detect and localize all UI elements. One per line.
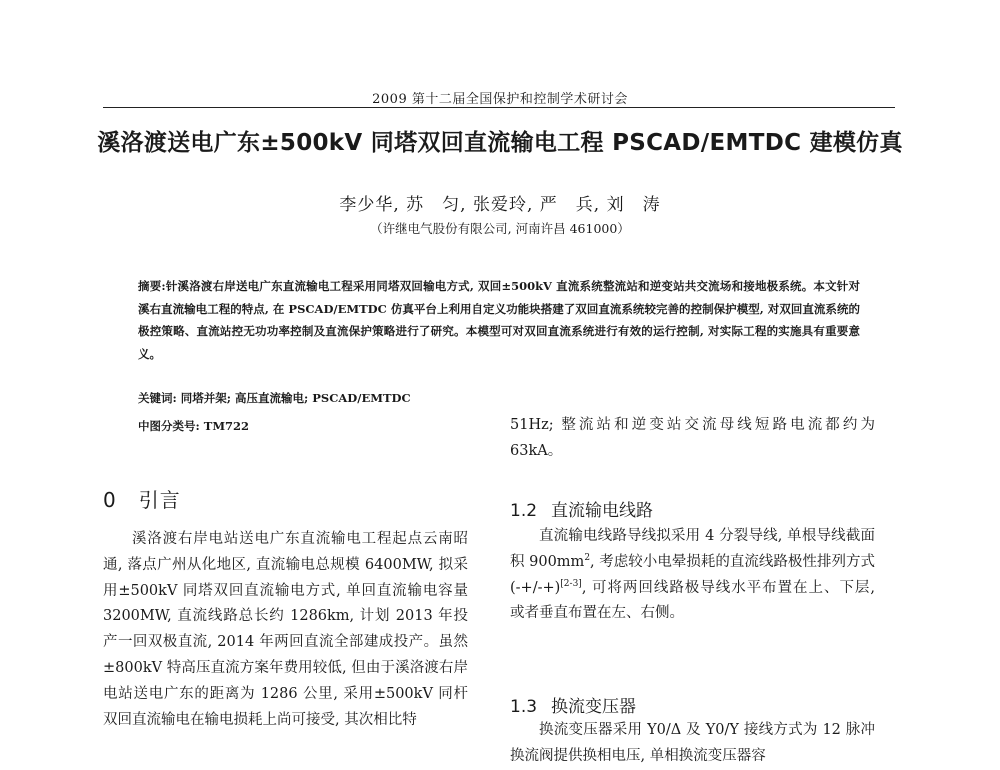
citation-ref: [2-3] xyxy=(560,578,582,589)
section-1-3-body xyxy=(510,718,875,770)
section-1-3-number: 1.3 xyxy=(510,697,538,717)
author-list: 李少华, 苏 匀, 张爱玲, 严 兵, 刘 涛 xyxy=(339,195,661,215)
clc-text: TM722 xyxy=(203,419,250,433)
affiliation: （许继电气股份有限公司, 河南许昌 461000） xyxy=(370,221,630,236)
header-rule xyxy=(103,107,895,108)
section-0-heading xyxy=(103,484,181,513)
section-1-3-title: 换流变压器 xyxy=(551,697,637,717)
section-1-2-body xyxy=(510,524,875,627)
keywords-line xyxy=(138,390,411,406)
abstract xyxy=(138,275,860,365)
section-1-2-paragraph xyxy=(510,524,875,627)
section-1-3-paragraph: 换流变压器采用 Y0/Δ 及 Y0/Y 接线方式为 12 脉冲换流阀提供换相电压, 单相换流变压器容 xyxy=(510,722,875,764)
section-0-body xyxy=(103,527,468,733)
section-1-2-heading xyxy=(510,496,653,521)
section-1-2-text-a: 直流输电线路导线拟采用 4 分裂导线, 单根导线截面积 900mm xyxy=(510,528,875,570)
clc-line xyxy=(138,418,249,434)
superscript-2: 2 xyxy=(584,552,591,563)
conference-header: 2009 第十二届全国保护和控制学术研讨会 xyxy=(372,92,628,107)
section-0-paragraph: 溪洛渡右岸电站送电广东直流输电工程起点云南昭通, 落点广州从化地区, 直流输电总规模 6400MW, 拟采用±500kV 同塔双回直流输电方式, 单回直流输电容量 3200MW, 直流线路总长约 1286km, 计划 2013 年投产一回双极直流, 2014 年两回直流全部建成投产。虽然±800kV 特高压直流方案年费用较低, 但由于溪洛渡右岸电站送电广东的距离为 1286 公里, 采用±500kV 同杆双回直流输电在输电损耗上尚可接受, 其次相比特 xyxy=(103,531,468,728)
continuation-paragraph: 51Hz; 整流站和逆变站交流母线短路电流都约为 63kA。 xyxy=(510,417,875,459)
clc-label: 中图分类号: xyxy=(138,419,200,433)
keywords-text: 同塔并架; 高压直流输电; PSCAD/EMTDC xyxy=(180,391,411,405)
section-1-2-title: 直流输电线路 xyxy=(551,501,654,521)
paper-title: 溪洛渡送电广东±500kV 同塔双回直流输电工程 PSCAD/EMTDC 建模仿真 xyxy=(97,130,903,156)
section-1-2-text-b: , 考虑较小电晕损耗的直流线路极性排列方式(-+/-+) xyxy=(510,553,875,596)
section-0-number: 0 xyxy=(103,488,117,512)
section-1-2-number: 1.2 xyxy=(510,501,538,521)
section-1-2-text-c: , 可将两回线路极导线水平布置在上、下层, 或者垂直布置在左、右侧。 xyxy=(510,579,875,622)
keywords-label: 关键词: xyxy=(138,391,177,405)
abstract-text: 针溪洛渡右岸送电广东直流输电工程采用同塔双回输电方式, 双回±500kV 直流系统整流站和逆变站共交流场和接地极系统。本文针对溪右直流输电工程的特点, 在 PSCAD/EMTDC 仿真平台上利用自定义功能块搭建了双回直流系统较完善的控制保护模型, 对双回直流系统的极控策略、直流站控无功功率控制及直流保护策略进行了研究。本模型可对双回直流系统进行有效的运行控制, 对实际工程的实施具有重要意义。 xyxy=(138,279,860,361)
abstract-label: 摘要: xyxy=(138,279,166,293)
section-0-title: 引言 xyxy=(138,488,181,512)
section-1-3-heading xyxy=(510,692,636,717)
right-column-continuation xyxy=(510,413,875,465)
